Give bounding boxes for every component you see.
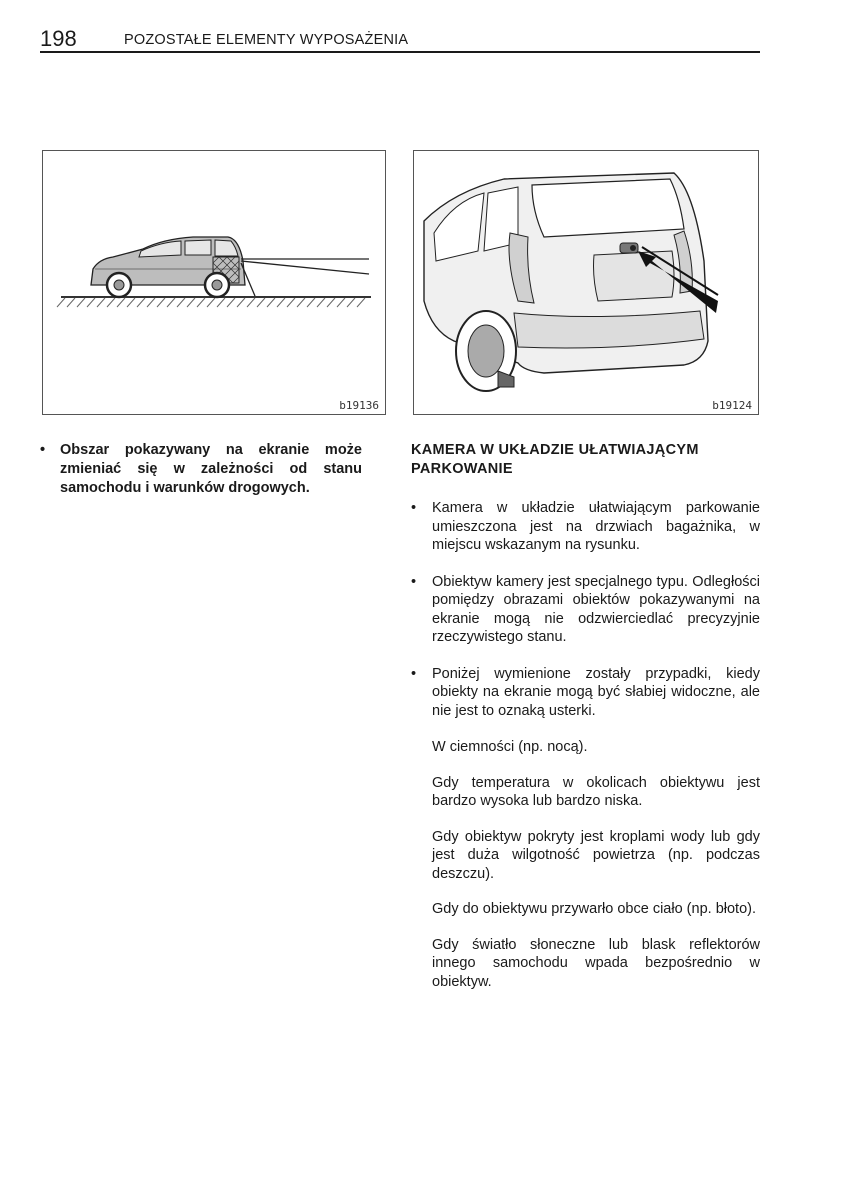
section-heading: KAMERA W UKŁADZIE UŁATWIAJĄCYM PARKOWANIE: [411, 442, 699, 477]
case-item: W ciemności (np. nocą).: [432, 739, 588, 755]
list-item: [411, 573, 760, 647]
figure-code: b19136: [339, 399, 379, 412]
left-column: [40, 441, 362, 498]
bullet-text: Obiektyw kamery jest specjalnego typu. Odległości pomiędzy obrazami obiektów pokazywanymi na ekranie mogą nie odzwierciedlać precyzyjnie rzeczywistego stanu.: [432, 573, 760, 645]
case-item: Gdy temperatura w okolicach obiektywu jest bardzo wysoka lub bardzo niska.: [432, 774, 760, 809]
header-rule: [40, 51, 760, 53]
list-item: [411, 499, 760, 555]
bullet-marker: •: [40, 442, 46, 458]
bullet-marker: •: [411, 573, 417, 590]
list-item: [411, 665, 760, 721]
case-item: Gdy światło słoneczne lub blask reflektorów innego samochodu wpada bezpośrednio w obiektyw.: [432, 936, 760, 990]
bullet-marker: •: [411, 500, 417, 516]
right-column: [411, 441, 760, 1008]
case-item: Gdy obiektyw pokryty jest kroplami wody lub gdy jest duża wilgotność powietrza (np. podczas deszczu).: [432, 828, 760, 882]
page-number: 198: [40, 26, 77, 51]
car-side-view-drawing: [43, 151, 385, 414]
camera-range-illustration: [42, 150, 386, 415]
page-header: [40, 26, 760, 52]
bullet-marker: •: [411, 665, 417, 682]
section-title: POZOSTAŁE ELEMENTY WYPOSAŻENIA: [124, 32, 409, 48]
bullet-text: Kamera w układzie ułatwiającym parkowanie umieszczona jest na drzwiach bagażnika, w miejscu wskazanym na rysunku.: [432, 500, 760, 553]
display-area-note: [40, 441, 362, 498]
camera-location-illustration: [413, 150, 759, 415]
case-item: Gdy do obiektywu przywarło obce ciało (np. błoto).: [432, 901, 756, 917]
bullet-list: [411, 499, 760, 991]
bullet-text: Poniżej wymienione zostały przypadki, kiedy obiekty na ekranie mogą być słabiej widoczne, ale nie jest to oznaką usterki.: [432, 665, 760, 719]
note-text: Obszar pokazywany na ekranie może zmieniać się w zależności od stanu samochodu i warunków drogowych.: [60, 442, 362, 496]
car-rear-view-drawing: [414, 151, 758, 414]
figure-code: b19124: [712, 399, 752, 412]
